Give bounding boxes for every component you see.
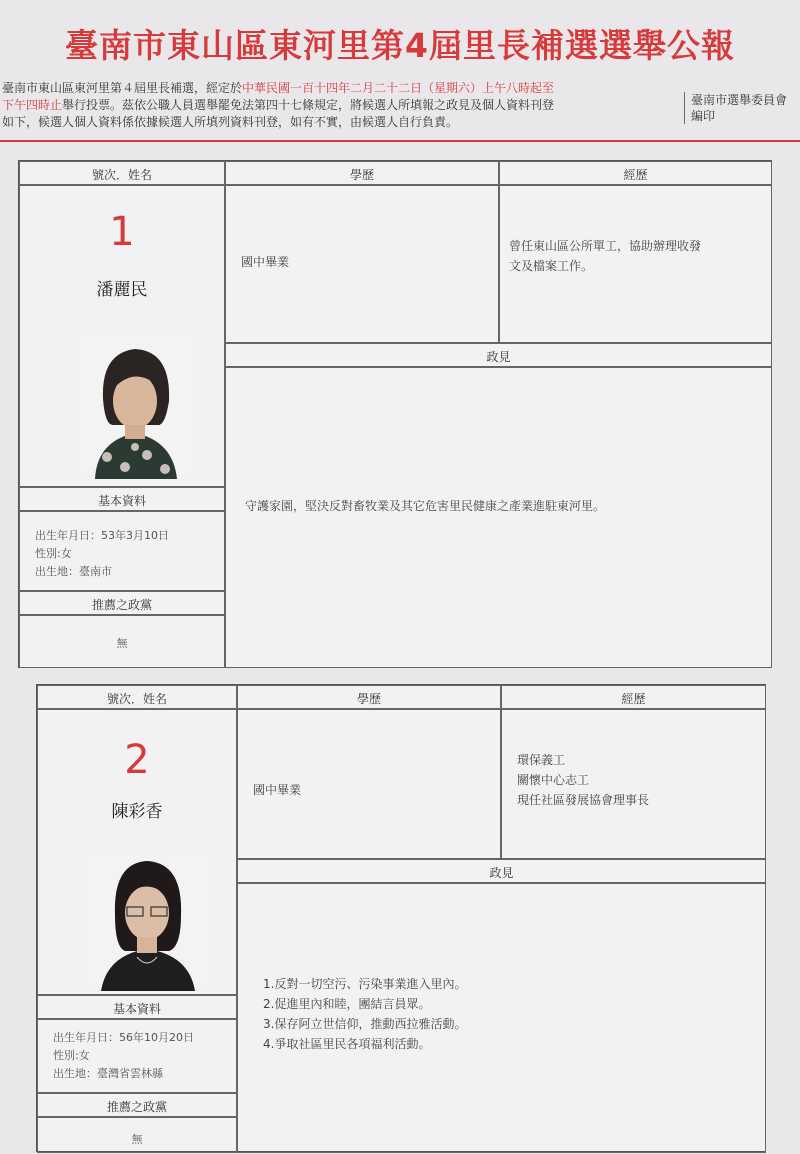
candidate-number: 1 xyxy=(109,209,135,255)
experience-line-3: 現任社區發展協會理事長 xyxy=(517,793,650,807)
education-header: 學歷 xyxy=(349,168,374,182)
no-name-header: 號次．姓名 xyxy=(91,168,152,182)
intro-text xyxy=(0,80,680,131)
platform-line-2: 2.促進里內和睦，團結言員眾。 xyxy=(263,997,431,1011)
platform-header: 政見 xyxy=(489,866,514,880)
birthplace: 出生地：臺灣省雲林縣 xyxy=(53,1067,163,1080)
platform-line-3: 3.保存阿立世信仰，推動西拉雅活動。 xyxy=(263,1017,467,1031)
intro-line1: 臺南市東山區東河里第４屆里長補選，經定於 xyxy=(2,81,243,95)
platform-line-4: 4.爭取社區里民各項福利活動。 xyxy=(263,1037,431,1051)
intro-date: 中華民國一百十四年二月二十二日（星期六）上午八時起至 xyxy=(242,81,555,95)
candidate-card-2 xyxy=(36,684,766,1152)
basic-info-header: 基本資料 xyxy=(112,1002,161,1016)
experience-line-1: 環保義工 xyxy=(517,753,566,767)
education-value: 國中畢業 xyxy=(241,255,290,269)
experience-line-1: 曾任東山區公所單工，協助辦理收發 xyxy=(509,239,702,253)
education-header: 學歷 xyxy=(356,692,381,706)
candidate-card-1 xyxy=(18,160,772,668)
basic-info-header: 基本資料 xyxy=(97,494,146,508)
intro-line2: 舉行投票。茲依公職人員選舉罷免法第四十七條規定，將候選人所填報之政見及個人資料刊登 xyxy=(62,98,555,112)
experience-header: 經歷 xyxy=(623,168,648,182)
candidate-name: 潘麗民 xyxy=(96,280,148,300)
party-value: 無 xyxy=(116,637,128,650)
platform-line-1: 守護家園，堅決反對畜牧業及其它危害里民健康之產業進駐東河里。 xyxy=(245,499,606,513)
candidate-number: 2 xyxy=(124,737,150,783)
birthplace: 出生地：臺南市 xyxy=(35,565,112,578)
birth-date: 出生年月日：56年10月20日 xyxy=(53,1031,194,1044)
publisher-role: 編印 xyxy=(691,109,716,123)
no-name-header: 號次．姓名 xyxy=(106,692,167,706)
platform-header: 政見 xyxy=(486,350,511,364)
party-value: 無 xyxy=(131,1133,143,1146)
experience-header: 經歷 xyxy=(621,692,646,706)
platform-line-1: 1.反對一切空污、污染事業進入里內。 xyxy=(263,977,467,991)
candidate-photo xyxy=(73,329,197,479)
publisher xyxy=(684,92,790,124)
intro-end-time: 下午四時止 xyxy=(2,98,63,112)
candidate-photo xyxy=(87,851,209,991)
birth-date: 出生年月日：53年3月10日 xyxy=(35,529,169,542)
party-header: 推薦之政黨 xyxy=(91,598,152,612)
publisher-name: 臺南市選舉委員會 xyxy=(691,93,788,107)
gender: 性別:女 xyxy=(53,1049,90,1062)
experience-line-2: 文及檔案工作。 xyxy=(509,259,594,273)
gender: 性別:女 xyxy=(35,547,72,560)
bulletin-title: 臺南市東山區東河里第4屆里長補選選舉公報 xyxy=(65,26,735,65)
header-divider xyxy=(0,140,800,142)
intro-line3: 如下，候選人個人資料係依據候選人所填列資料刊登，如有不實，由候選人自行負責。 xyxy=(2,115,459,129)
education-value: 國中畢業 xyxy=(253,783,302,797)
candidate-name: 陳彩香 xyxy=(111,802,163,822)
experience-line-2: 關懷中心志工 xyxy=(517,773,590,787)
party-header: 推薦之政黨 xyxy=(106,1100,167,1114)
